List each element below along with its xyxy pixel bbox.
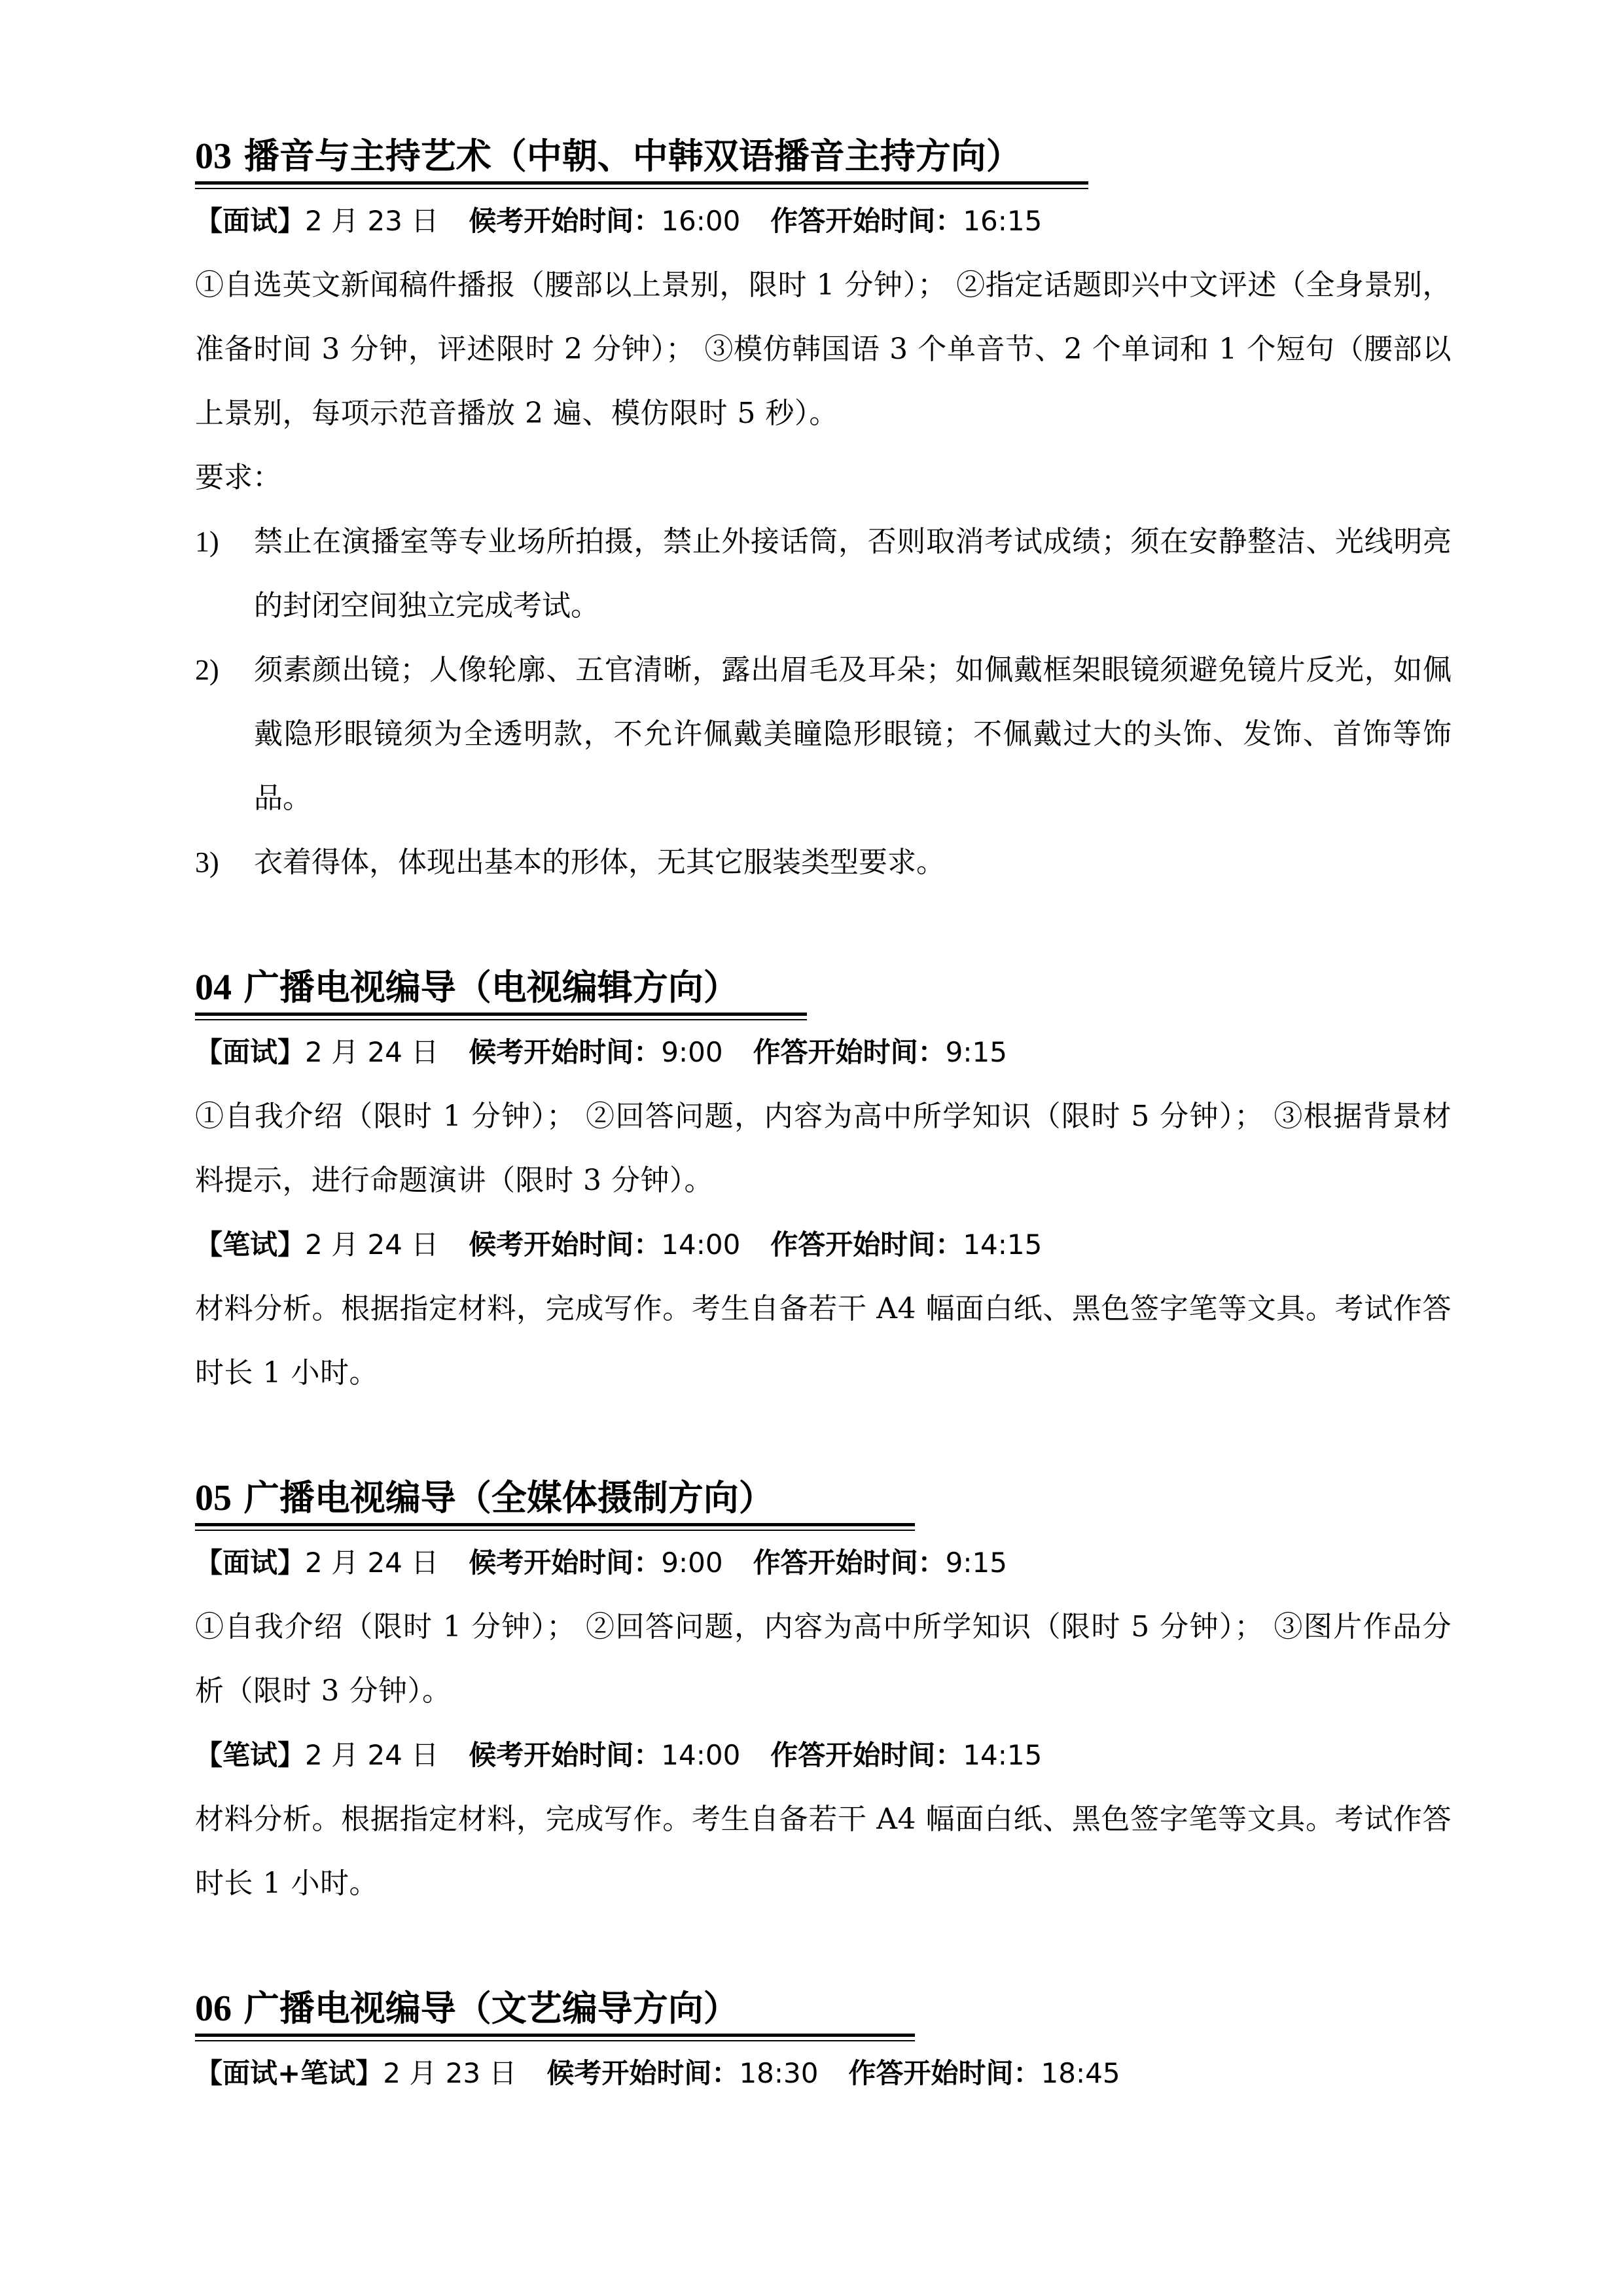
wait-label: 候考开始时间：: [469, 205, 662, 237]
session-date: 2 月 23 日: [305, 205, 439, 237]
item-text: 须素颜出镜；人像轮廓、五官清晰，露出眉毛及耳朵；如佩戴框架眼镜须避免镜片反光，如佩戴隐形眼镜须为全透明款，不允许佩戴美瞳隐形眼镜；不佩戴过大的头饰、发饰、首饰等饰品。: [254, 653, 1452, 815]
section-heading: [195, 1473, 1452, 1523]
session-date: 2 月 23 日: [383, 2057, 517, 2089]
wait-time: 9:00: [661, 1547, 723, 1579]
requirement-item: [195, 831, 1452, 895]
item-text: 衣着得体，体现出基本的形体，无其它服装类型要求。: [254, 846, 945, 879]
answer-time: 9:15: [945, 1036, 1007, 1068]
requirement-item: [195, 638, 1452, 831]
interview-schedule: [195, 1020, 1452, 1085]
answer-label: 作答开始时间：: [770, 205, 963, 237]
interview-content: ①自我介绍（限时 1 分钟）； ②回答问题，内容为高中所学知识（限时 5 分钟）； ③图片作品分析（限时 3 分钟）。: [195, 1610, 1452, 1708]
wait-time: 16:00: [661, 205, 741, 237]
wait-time: 14:00: [661, 1229, 741, 1261]
combined-schedule: [195, 2041, 1452, 2106]
answer-label: 作答开始时间：: [848, 2057, 1041, 2089]
session-tag: 【笔试】: [195, 1739, 306, 1771]
section-number: 06: [195, 1988, 232, 2029]
item-number: 2): [195, 654, 219, 686]
session-tag: 【面试】: [195, 1036, 306, 1068]
heading-underline: [195, 1523, 915, 1531]
wait-time: 18:30: [739, 2057, 819, 2089]
wait-label: 候考开始时间：: [469, 1229, 662, 1261]
section-heading: [195, 962, 1452, 1013]
wait-label: 候考开始时间：: [469, 1036, 662, 1068]
answer-time: 16:15: [963, 205, 1043, 237]
wait-time: 14:00: [661, 1739, 741, 1771]
answer-time: 18:45: [1041, 2057, 1120, 2089]
heading-underline: [195, 2034, 915, 2041]
item-text: 禁止在演播室等专业场所拍摄，禁止外接话筒，否则取消考试成绩；须在安静整洁、光线明亮的封闭空间独立完成考试。: [254, 525, 1452, 622]
wait-time: 9:00: [661, 1036, 723, 1068]
wait-label: 候考开始时间：: [469, 1547, 662, 1579]
answer-time: 14:15: [963, 1229, 1043, 1261]
session-date: 2 月 24 日: [305, 1547, 439, 1579]
interview-schedule: [195, 1531, 1452, 1595]
section-number: 03: [195, 136, 232, 177]
section-title: 广播电视编导（文艺编导方向）: [232, 1987, 739, 2029]
requirements-label: 要求：: [195, 461, 281, 494]
session-date: 2 月 24 日: [305, 1036, 439, 1068]
session-date: 2 月 24 日: [305, 1229, 439, 1261]
section-number: 05: [195, 1478, 232, 1518]
answer-label: 作答开始时间：: [753, 1036, 946, 1068]
written-content: 材料分析。根据指定材料，完成写作。考生自备若干 A4 幅面白纸、黑色签字笔等文具。考试作答时长 1 小时。: [195, 1803, 1452, 1900]
wait-label: 候考开始时间：: [546, 2057, 740, 2089]
interview-schedule: [195, 189, 1452, 253]
section-04: [195, 962, 1452, 1405]
written-schedule: [195, 1213, 1452, 1277]
session-date: 2 月 24 日: [305, 1739, 439, 1771]
written-content: 材料分析。根据指定材料，完成写作。考生自备若干 A4 幅面白纸、黑色签字笔等文具。考试作答时长 1 小时。: [195, 1292, 1452, 1390]
interview-content: ①自我介绍（限时 1 分钟）； ②回答问题，内容为高中所学知识（限时 5 分钟）； ③根据背景材料提示，进行命题演讲（限时 3 分钟）。: [195, 1100, 1452, 1197]
heading-underline: [195, 1013, 807, 1020]
session-tag: 【面试+笔试】: [195, 2057, 383, 2089]
wait-label: 候考开始时间：: [469, 1739, 662, 1771]
section-heading: [195, 131, 1452, 181]
answer-label: 作答开始时间：: [753, 1547, 946, 1579]
section-title: 广播电视编导（全媒体摄制方向）: [232, 1477, 774, 1518]
session-tag: 【笔试】: [195, 1229, 306, 1261]
session-tag: 【面试】: [195, 1547, 306, 1579]
section-03: [195, 131, 1452, 895]
section-05: [195, 1473, 1452, 1916]
section-heading: [195, 1983, 1452, 2034]
written-schedule: [195, 1723, 1452, 1787]
section-number: 04: [195, 967, 232, 1008]
answer-time: 14:15: [963, 1739, 1043, 1771]
heading-underline: [195, 181, 1088, 189]
item-number: 3): [195, 846, 219, 878]
item-number: 1): [195, 526, 219, 558]
section-title: 广播电视编导（电视编辑方向）: [232, 966, 739, 1008]
section-title: 播音与主持艺术（中朝、中韩双语播音主持方向）: [232, 135, 1022, 177]
answer-label: 作答开始时间：: [770, 1229, 963, 1261]
session-tag: 【面试】: [195, 205, 306, 237]
exam-content: ①自选英文新闻稿件播报（腰部以上景别，限时 1 分钟）； ②指定话题即兴中文评述（全身景别，准备时间 3 分钟，评述限时 2 分钟）； ③模仿韩国语 3 个单音节、2 个单词和 1 个短句（腰部以上景别，每项示范音播放 2 遍、模仿限时 5 秒）。: [195, 268, 1452, 430]
answer-time: 9:15: [945, 1547, 1007, 1579]
requirement-item: [195, 510, 1452, 638]
answer-label: 作答开始时间：: [770, 1739, 963, 1771]
section-06: [195, 1983, 1452, 2106]
